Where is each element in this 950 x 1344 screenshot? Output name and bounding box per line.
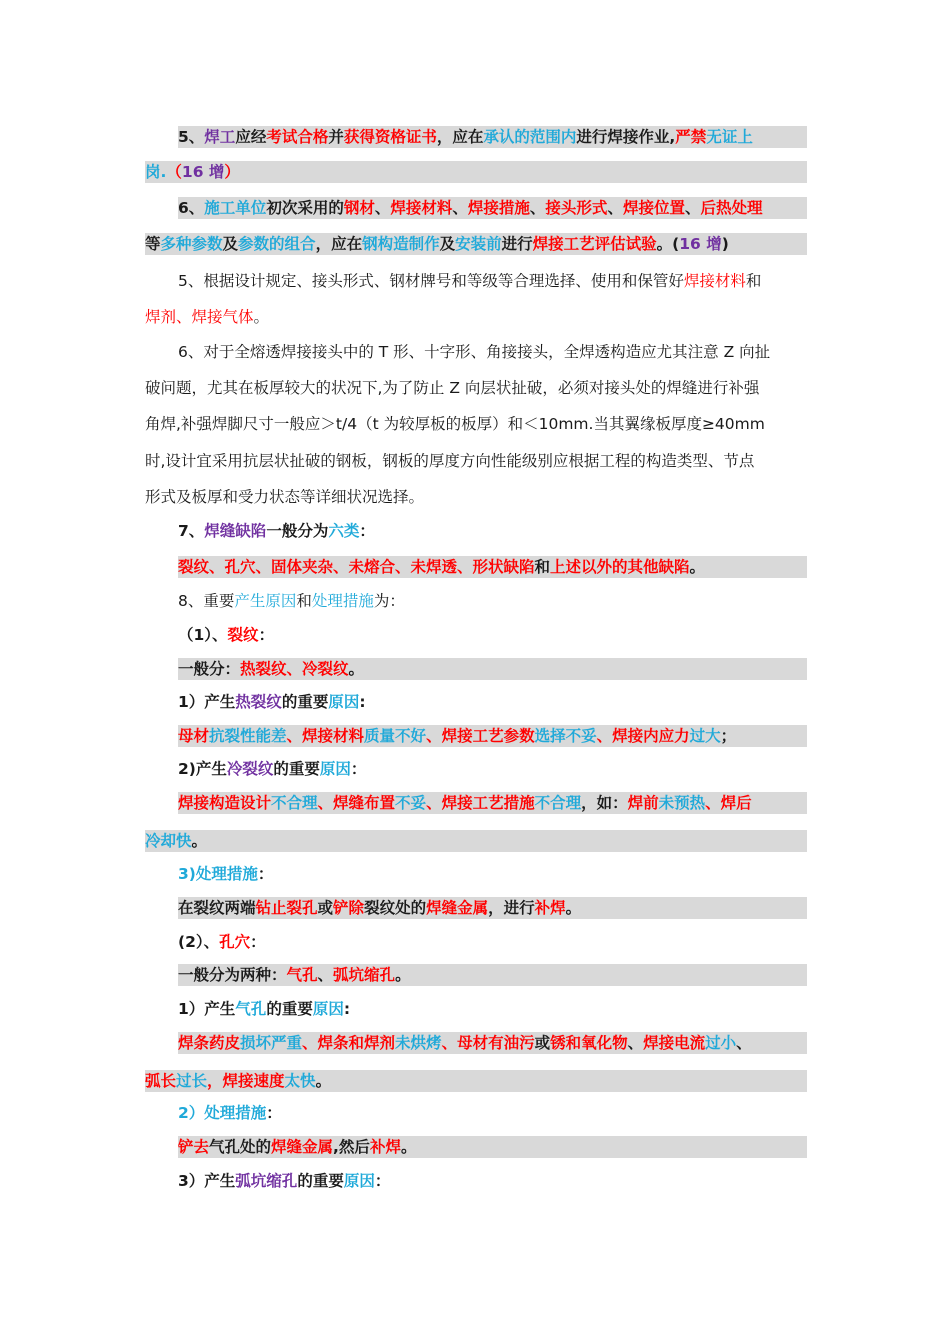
text-run: 6、: [178, 199, 205, 217]
text-run: 。: [689, 558, 706, 576]
text-run: 。: [395, 966, 411, 984]
text-run: ，如：: [581, 794, 628, 812]
text-run: 。: [400, 1138, 417, 1156]
text-run: 5、: [178, 128, 205, 146]
text-run: :: [359, 693, 366, 711]
text-run: ,然后: [333, 1138, 370, 1156]
text-run: 钢构造制作: [362, 235, 440, 253]
text-run: 8、重要: [178, 592, 235, 610]
text-run: 时,设计宜采用抗层状扯破的钢板，钢板的厚度方向性能级别应根据工程的构造类型、节点: [145, 452, 755, 470]
text-line: [178, 1170, 807, 1192]
text-run: 焊接电流: [643, 1034, 706, 1052]
text-run: 未烘烤: [395, 1034, 442, 1052]
text-run: 严禁: [675, 128, 707, 146]
text-run: 损坏严重: [240, 1034, 303, 1052]
text-run: 。(: [656, 235, 680, 253]
text-run: 7、: [178, 522, 205, 540]
text-run: 冷却快: [145, 832, 192, 850]
text-run: 原因: [328, 693, 360, 711]
text-run: 原因: [343, 1172, 375, 1190]
text-run: 、: [374, 199, 391, 217]
text-run: 16 增: [679, 235, 722, 253]
text-run: 在裂纹两端: [178, 899, 256, 917]
text-line: [178, 725, 807, 747]
text-line: [178, 1032, 807, 1054]
text-run: 裂纹: [227, 626, 259, 644]
text-line: [178, 556, 807, 578]
text-run: 焊接位置: [622, 199, 685, 217]
text-run: 3)处理措施: [178, 865, 258, 883]
text-run: 、焊条和焊剂: [302, 1034, 396, 1052]
text-line: [145, 1070, 807, 1092]
text-line: [178, 341, 807, 363]
text-run: ：: [359, 522, 375, 540]
text-run: 5、根据设计规定、接头形式、钢材牌号和等级等合理选择、使用和保管好: [178, 272, 684, 290]
text-run: 的重要: [266, 1000, 313, 1018]
text-run: ，进行: [488, 899, 535, 917]
text-run: ；: [720, 727, 737, 745]
text-line: [178, 590, 807, 612]
text-run: 、焊后: [705, 794, 752, 812]
text-run: ：: [350, 760, 367, 778]
text-run: 形式及板厚和受力状态等详细状况选择。: [145, 488, 425, 506]
text-run: 裂纹、孔穴、固体夹杂、未熔合、未焊透、形状缺陷: [178, 558, 535, 576]
text-line: [178, 897, 807, 919]
text-run: ：: [258, 626, 275, 644]
text-run: 焊工: [204, 128, 236, 146]
text-run: 焊接工艺评估试验: [532, 235, 657, 253]
text-run: 上述以外的其他缺陷: [550, 558, 690, 576]
text-run: 弧长: [145, 1072, 177, 1090]
text-run: 、焊接工艺参数: [426, 727, 535, 745]
text-run: 无证上: [706, 128, 753, 146]
text-run: 或: [317, 899, 334, 917]
text-run: 及: [222, 235, 239, 253]
text-run: 钻止裂孔: [255, 899, 318, 917]
text-run: 焊缝缺陷: [204, 522, 267, 540]
text-run: ：: [374, 1172, 391, 1190]
text-run: 为：: [373, 592, 405, 610]
text-run: 进行: [501, 235, 533, 253]
text-line: [178, 931, 807, 953]
text-run: 六类: [328, 522, 360, 540]
text-run: 、: [317, 966, 334, 984]
text-line: [145, 413, 807, 435]
text-line: [178, 964, 807, 986]
text-run: 接头形式: [545, 199, 608, 217]
text-run: 焊接材料: [683, 272, 746, 290]
text-run: 1）产生: [178, 1000, 236, 1018]
text-run: 获得资格证书: [343, 128, 437, 146]
text-line: [178, 197, 807, 219]
text-run: 铲除: [333, 899, 365, 917]
text-run: 考试合格: [266, 128, 329, 146]
text-run: 焊缝金属: [426, 899, 489, 917]
text-run: 锈和氧化物: [550, 1034, 628, 1052]
text-run: 6、对于全熔透焊接接头中的 T 形、十字形、角接接头，全焊透构造应尤其注意 Z 向扯: [178, 343, 771, 361]
text-run: 气孔处的: [209, 1138, 272, 1156]
text-line: [145, 830, 807, 852]
text-line: [145, 161, 807, 183]
text-run: （: [166, 163, 182, 181]
text-run: 产生原因: [234, 592, 297, 610]
text-run: 及: [439, 235, 456, 253]
text-line: [178, 691, 807, 713]
text-run: 、: [452, 199, 468, 217]
text-run: 16 增: [181, 163, 225, 181]
text-line: [178, 126, 807, 148]
text-run: 孔穴: [219, 933, 251, 951]
text-run: 钢材: [343, 199, 375, 217]
text-run: 弧坑缩孔: [333, 966, 396, 984]
text-run: 等: [145, 235, 161, 253]
text-run: 、: [607, 199, 623, 217]
text-run: ：: [250, 933, 266, 951]
text-line: [178, 624, 807, 646]
text-line: [178, 758, 807, 780]
text-run: 进行焊接作业,: [576, 128, 676, 146]
text-run: 和: [745, 272, 762, 290]
text-run: 焊接措施: [467, 199, 530, 217]
text-run: 铲去: [178, 1138, 210, 1156]
text-run: 的重要: [273, 760, 320, 778]
text-run: 一般分为两种：: [178, 966, 287, 984]
text-run: 。: [348, 660, 365, 678]
text-line: [178, 1102, 807, 1124]
text-run: 多种参数: [160, 235, 223, 253]
text-run: 施工单位: [204, 199, 267, 217]
text-run: 质量不好: [364, 727, 427, 745]
text-run: 补焊: [534, 899, 566, 917]
text-run: 后热处理: [700, 199, 763, 217]
text-run: 一般分为: [266, 522, 329, 540]
text-run: 未预热: [658, 794, 706, 812]
text-run: 弧坑缩孔: [235, 1172, 298, 1190]
text-run: 过长: [176, 1072, 208, 1090]
text-run: ，应在: [436, 128, 484, 146]
text-run: 或: [534, 1034, 551, 1052]
text-run: 、焊接内应力: [596, 727, 690, 745]
text-run: 焊缝金属: [271, 1138, 334, 1156]
text-run: 原因: [312, 1000, 344, 1018]
text-run: 、焊接材料: [286, 727, 365, 745]
text-line: [178, 520, 807, 542]
text-run: （1）、: [178, 626, 228, 644]
text-run: 太快: [284, 1072, 316, 1090]
text-line: [145, 377, 807, 399]
text-run: :: [343, 1000, 351, 1018]
text-line: [178, 998, 807, 1020]
text-run: 裂纹处的: [364, 899, 427, 917]
text-run: (2）、: [178, 933, 220, 951]
text-line: [178, 863, 807, 885]
text-run: 选择不妥: [534, 727, 597, 745]
text-run: 补焊: [369, 1138, 401, 1156]
text-line: [145, 450, 807, 472]
text-run: 过大: [689, 727, 721, 745]
text-run: 。: [191, 832, 208, 850]
text-run: 不妥: [395, 794, 427, 812]
text-run: 母材: [178, 727, 210, 745]
text-line: [178, 792, 807, 814]
text-run: 、焊接工艺措施: [426, 794, 535, 812]
text-run: 冷裂纹: [226, 760, 274, 778]
text-run: 、: [627, 1034, 644, 1052]
text-line: [178, 270, 807, 292]
text-run: 气孔: [235, 1000, 267, 1018]
text-run: 3）产生: [178, 1172, 236, 1190]
text-run: 。: [253, 308, 270, 326]
text-run: 2）处理措施: [178, 1104, 267, 1122]
text-run: 焊条药皮: [178, 1034, 241, 1052]
text-run: 和: [296, 592, 312, 610]
text-run: 、焊缝布置: [317, 794, 396, 812]
text-run: ，应在: [315, 235, 363, 253]
text-run: 一般分：: [178, 660, 241, 678]
text-run: 初次采用的: [266, 199, 344, 217]
text-run: ：: [257, 865, 274, 883]
text-run: 。: [565, 899, 582, 917]
text-run: 的重要: [297, 1172, 344, 1190]
text-run: 不合理: [534, 794, 582, 812]
text-run: 焊剂、焊接气体: [145, 308, 254, 326]
text-run: 承认的范围内: [483, 128, 577, 146]
text-run: 、: [736, 1034, 752, 1052]
text-run: ): [721, 235, 729, 253]
text-run: 安装前: [455, 235, 502, 253]
text-line: [145, 306, 807, 328]
text-run: 岗.: [145, 163, 167, 181]
text-run: 热裂纹、冷裂纹: [240, 660, 349, 678]
text-line: [145, 486, 807, 508]
text-line: [145, 233, 807, 255]
text-run: 、: [529, 199, 546, 217]
text-run: 角焊,补强焊脚尺寸一般应＞t/4（t 为较厚板的板厚）和＜10mm.当其翼缘板厚度≥40mm: [145, 415, 765, 433]
text-run: 1）产生: [178, 693, 236, 711]
text-run: 应经: [235, 128, 267, 146]
text-run: ：: [266, 1104, 282, 1122]
text-run: 焊接构造设计: [178, 794, 272, 812]
text-run: 热裂纹: [235, 693, 282, 711]
text-run: 焊前: [627, 794, 659, 812]
text-run: ，焊接速度: [207, 1072, 285, 1090]
text-run: 和: [534, 558, 551, 576]
text-line: [178, 1136, 807, 1158]
text-run: 、母材有油污: [441, 1034, 535, 1052]
text-run: 破问题，尤其在板厚较大的状况下,为了防止 Z 向层状扯破，必须对接头处的焊缝进行补强: [145, 379, 760, 397]
text-run: 、: [684, 199, 701, 217]
text-run: 处理措施: [311, 592, 374, 610]
text-run: 不合理: [271, 794, 318, 812]
text-run: 并: [328, 128, 344, 146]
text-run: 过小: [705, 1034, 737, 1052]
text-run: 抗裂性能差: [209, 727, 287, 745]
text-run: 的重要: [281, 693, 329, 711]
text-run: 气孔: [286, 966, 318, 984]
text-run: 2)产生: [178, 760, 227, 778]
text-run: 焊接材料: [390, 199, 453, 217]
text-run: 原因: [319, 760, 351, 778]
text-run: 参数的组合: [238, 235, 316, 253]
text-run: ）: [224, 163, 240, 181]
text-run: 。: [315, 1072, 332, 1090]
text-line: [178, 658, 807, 680]
